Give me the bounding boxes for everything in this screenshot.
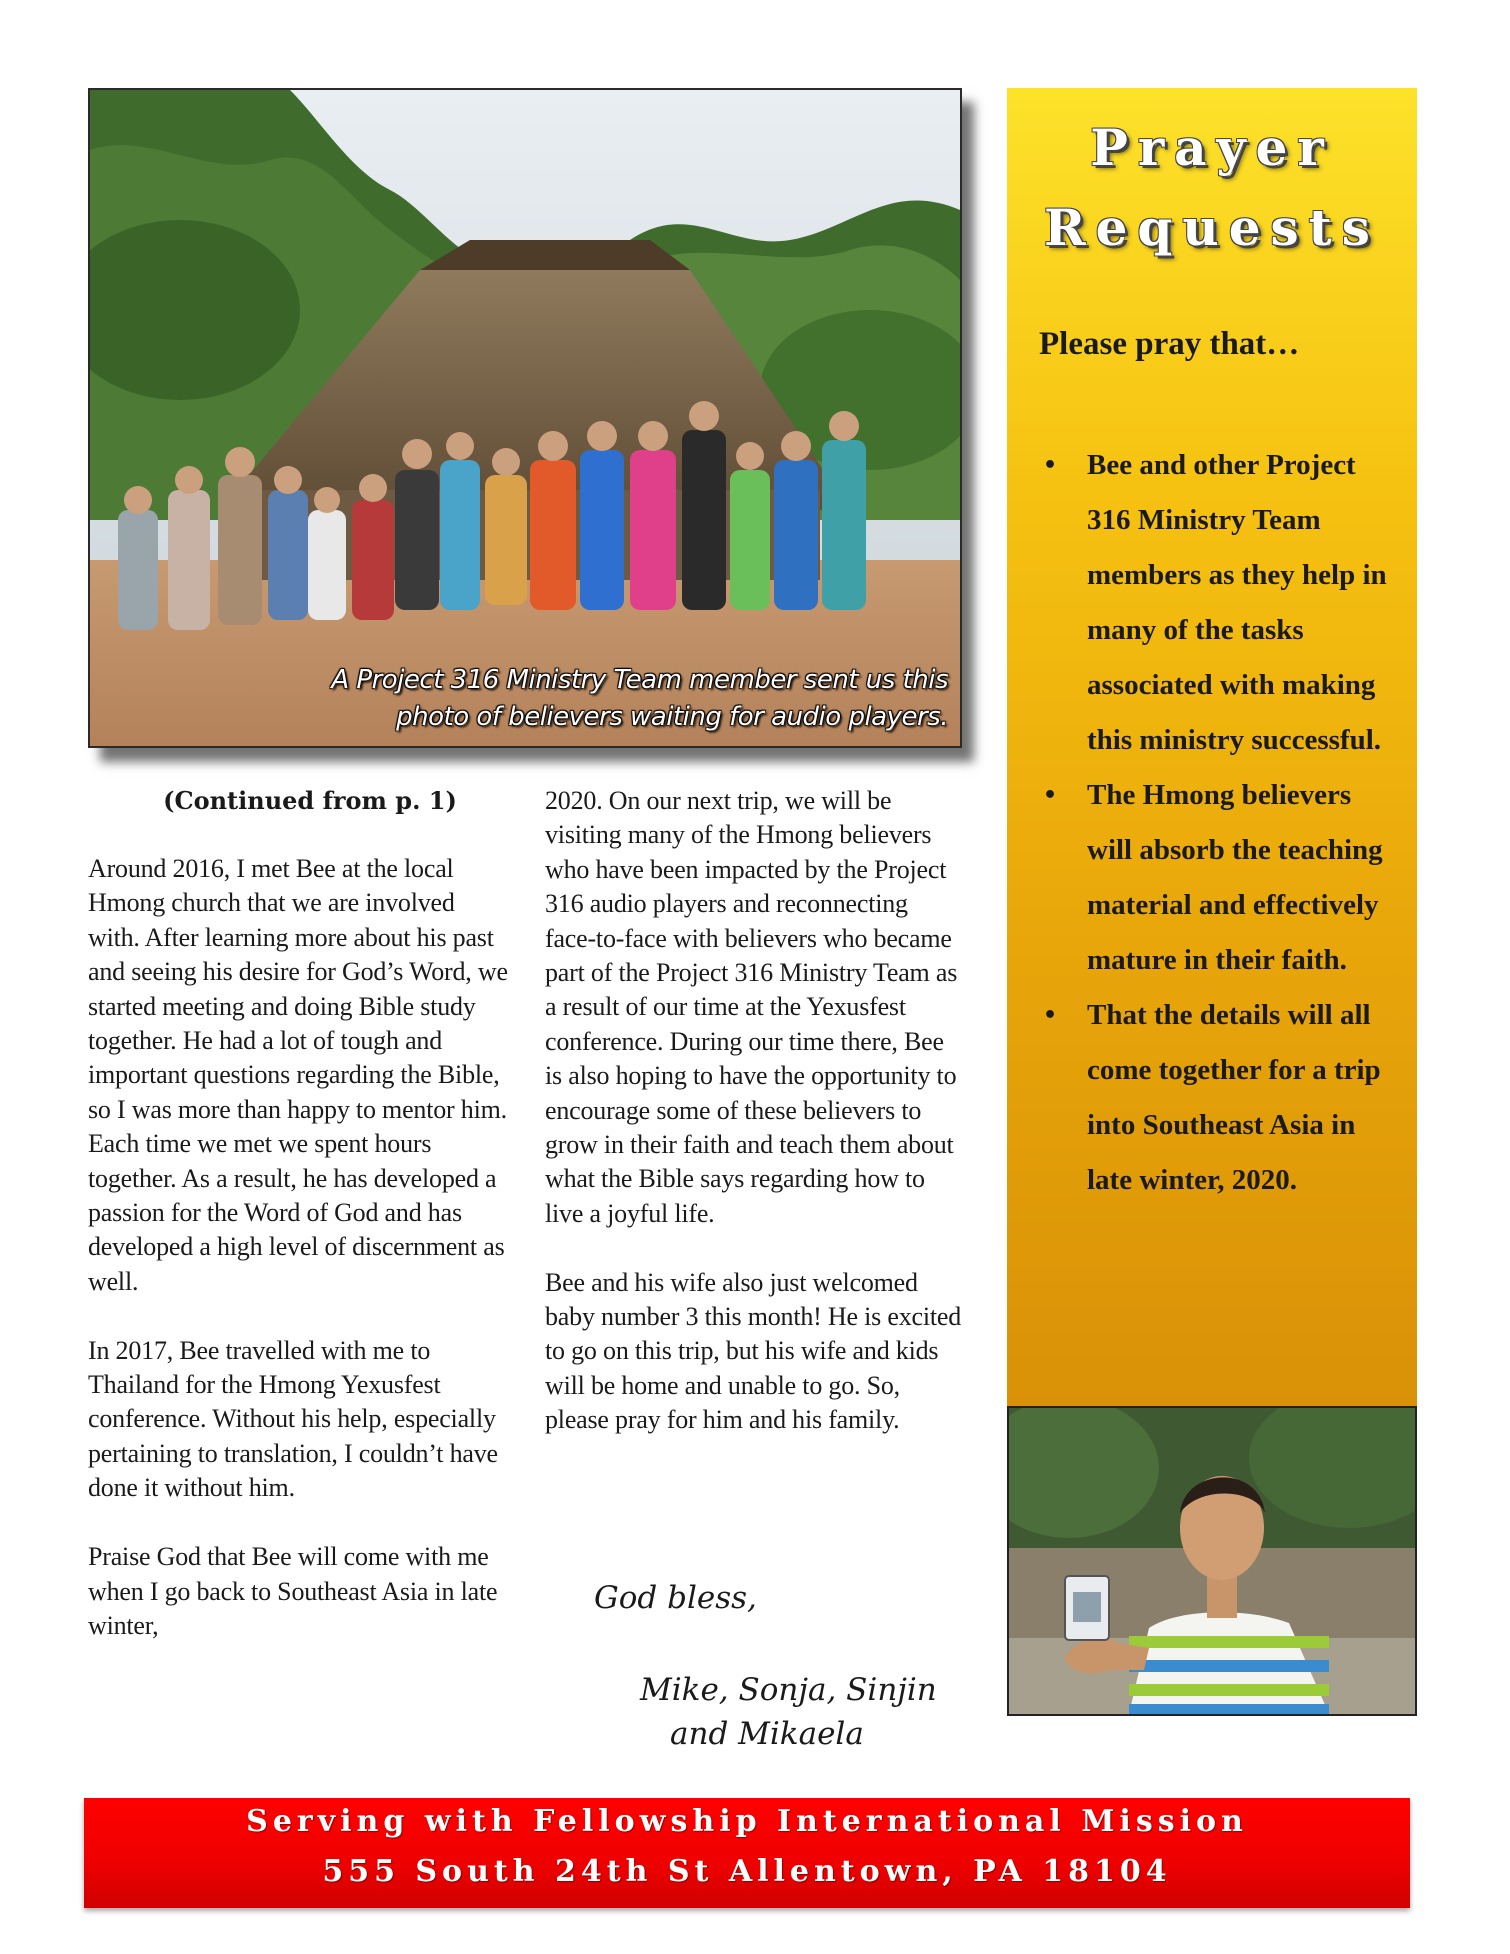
prayer-item bbox=[1039, 438, 1399, 768]
article-paragraph: Bee and his wife also just welcomed baby number 3 this month! He is excited to go on this trip, but his wife and kids will be home and unable to go. So, please pray for him and his family. bbox=[545, 1267, 962, 1435]
prayer-requests-panel bbox=[1007, 88, 1417, 1406]
prayer-list bbox=[1039, 438, 1399, 1208]
footer-mission-line: Serving with Fellowship International Mission bbox=[246, 1804, 1248, 1839]
man-holding-audio-player-illustration bbox=[1009, 1408, 1415, 1714]
bullet-icon: • bbox=[1043, 1003, 1058, 1028]
article-paragraph: In 2017, Bee travelled with me to Thailand for the Hmong Yexusfest conference. Without his help, especially pertaining to translation, I couldn’t have done it without him. bbox=[88, 1335, 498, 1503]
bullet-icon: • bbox=[1043, 453, 1058, 478]
prayer-item-text: The Hmong believers will absorb the teaching material and effectively mature in their faith. bbox=[1087, 779, 1383, 976]
article-paragraph: Praise God that Bee will come with me when I go back to Southeast Asia in late winter, bbox=[88, 1542, 498, 1640]
prayer-item-text: Bee and other Project 316 Ministry Team members as they help in many of the tasks associated with making this ministry successful. bbox=[1087, 449, 1387, 756]
footer-banner bbox=[84, 1798, 1410, 1908]
signature-names bbox=[640, 1668, 937, 1756]
photo-caption bbox=[331, 662, 948, 736]
prayer-item bbox=[1039, 768, 1399, 988]
signature-names-line-2: and Mikaela bbox=[670, 1716, 864, 1752]
continued-note: (Continued from p. 1) bbox=[163, 786, 457, 815]
photo-caption-line-2: photo of believers waiting for audio players. bbox=[396, 702, 948, 732]
prayer-title-line-2: Requests bbox=[1044, 198, 1380, 257]
prayer-title-line-1: Prayer bbox=[1090, 118, 1334, 177]
article-paragraph: Around 2016, I met Bee at the local Hmong church that we are involved with. After learning more about his past and seeing his desire for God’s Word, we started meeting and doing Bible study together. He had a lot of tough and important questions regarding the Bible, so I was more than happy to mentor him. Each time we met we spent hours together. As a result, he has developed a passion for the Word of God and has developed a high level of discernment as well. bbox=[88, 854, 508, 1296]
photo-caption-line-1: A Project 316 Ministry Team member sent us this bbox=[331, 665, 948, 695]
prayer-item-text: That the details will all come together for a trip into Southeast Asia in late winter, 2020. bbox=[1087, 999, 1381, 1196]
signature-names-line-1: Mike, Sonja, Sinjin bbox=[640, 1672, 937, 1708]
footer-address-line: 555 South 24th St Allentown, PA 18104 bbox=[322, 1854, 1172, 1889]
god-bless-signoff: God bless, bbox=[594, 1580, 757, 1616]
article-middle-column bbox=[545, 784, 965, 1472]
article-left-column bbox=[88, 852, 508, 1678]
portrait-photo bbox=[1007, 1406, 1417, 1716]
group-photo-illustration bbox=[90, 90, 960, 746]
article-paragraph: 2020. On our next trip, we will be visiting many of the Hmong believers who have been impacted by the Project 316 audio players and reconnecting face-to-face with believers who became part of the Project 316 Ministry Team as a result of our time at the Yexusfest conference. During our time there, Bee is also hoping to have the opportunity to encourage some of these believers to grow in their faith and teach them about what the Bible says regarding how to live a joyful life. bbox=[545, 786, 958, 1228]
please-pray-heading: Please pray that… bbox=[1039, 326, 1300, 362]
main-photo bbox=[88, 88, 962, 748]
bullet-icon: • bbox=[1043, 783, 1058, 808]
prayer-item bbox=[1039, 988, 1399, 1208]
